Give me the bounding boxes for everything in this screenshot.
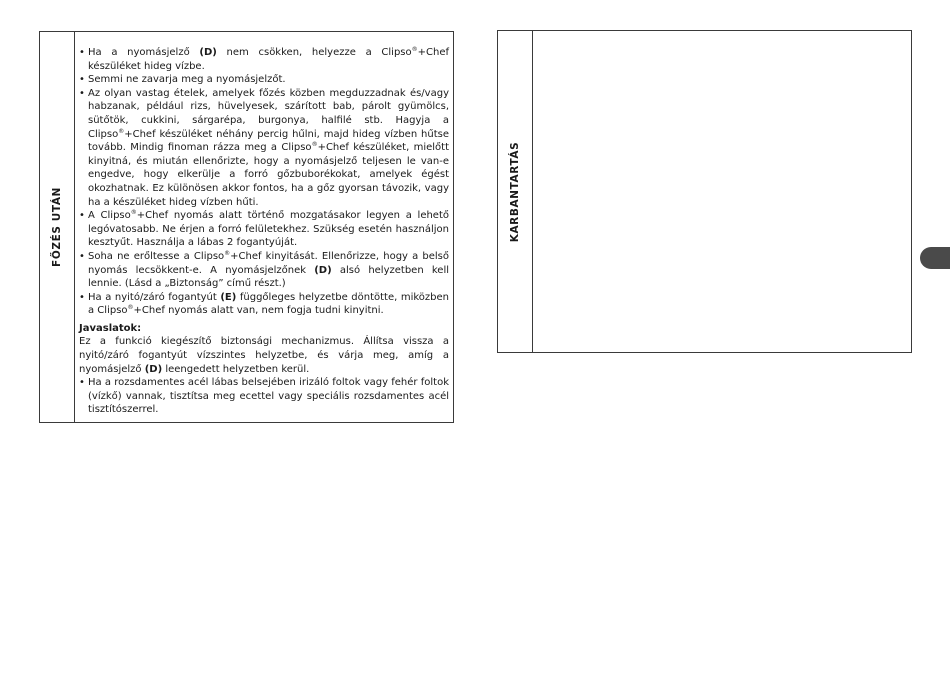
tips-paragraph: Ez a funkció kiegészítő biztonsági mechanizmus. Állítsa vissza a nyitó/záró fogantyút vízszintes helyzetbe, és várja meg, amíg a nyomásjelző (D) leengedett helyzetben kerül. bbox=[79, 336, 449, 375]
section-label-maintenance: KARBANTARTÁS bbox=[509, 141, 521, 242]
list-item: • A Clipso®+Chef nyomás alatt történő mozgatásakor legyen a lehető legóvatosabb. Ne érjen a forró felületekhez. Szükség esetén használjon kesztyűt. Használja a lábas 2 fogantyúját. bbox=[79, 209, 449, 250]
section-content bbox=[75, 32, 453, 422]
tips-list bbox=[79, 376, 449, 417]
list-item: • Soha ne erőltesse a Clipso®+Chef kinyitását. Ellenőrizze, hogy a belső nyomás lecsökkent-e. A nyomásjelzőnek (D) alsó helyzetben kell lennie. (Lásd a „Biztonság” című részt.) bbox=[79, 250, 449, 291]
instruction-list bbox=[79, 46, 449, 318]
section-label-column bbox=[498, 31, 533, 352]
after-cooking-section bbox=[39, 31, 454, 423]
list-item: • Semmi ne zavarja meg a nyomásjelzőt. bbox=[79, 73, 449, 87]
section-label-column bbox=[40, 32, 75, 422]
page-edge-tab bbox=[920, 247, 950, 269]
list-item: • Ha a nyomásjelző (D) nem csökken, helyezze a Clipso®+Chef készüléket hideg vízbe. bbox=[79, 46, 449, 73]
maintenance-section bbox=[497, 30, 912, 353]
list-item: • Ha a rozsdamentes acél lábas belsejében irizáló foltok vagy fehér foltok (vízkő) vannak, tisztítsa meg ecettel vagy speciális rozsdamentes acél tisztítószerrel. bbox=[79, 376, 449, 417]
maintenance-content-empty bbox=[533, 31, 911, 352]
section-label-after-cooking: FŐZÉS UTÁN bbox=[51, 187, 63, 267]
tips-heading: Javaslatok: bbox=[79, 322, 142, 334]
list-item: • Az olyan vastag ételek, amelyek főzés közben megduzzadnak és/vagy habzanak, például rizs, hüvelyesek, szárított bab, párolt gyümölcs, sütőtök, cukkini, sárgarépa, burgonya, halfilé stb. Hagyja a Clipso®+Chef készüléket néhány percig hűlni, majd hideg vízben hűtse tovább. Mindig finoman rázza meg a Clipso®+Chef készüléket, mielőtt kinyitná, és miután ellenőrizte, hogy a nyomásjelző teljesen le van-e engedve, hogy elkerülje a forró gőzbuborékokat, amelyek égést okozhatnak. Ez különösen akkor fontos, ha a gőz gyorsan távozik, vagy ha a készüléket hideg vízben hűti. bbox=[79, 87, 449, 209]
list-item: • Ha a nyitó/záró fogantyút (E) függőleges helyzetbe döntötte, miközben a Clipso®+Chef nyomás alatt van, nem fogja tudni kinyitni. bbox=[79, 291, 449, 318]
